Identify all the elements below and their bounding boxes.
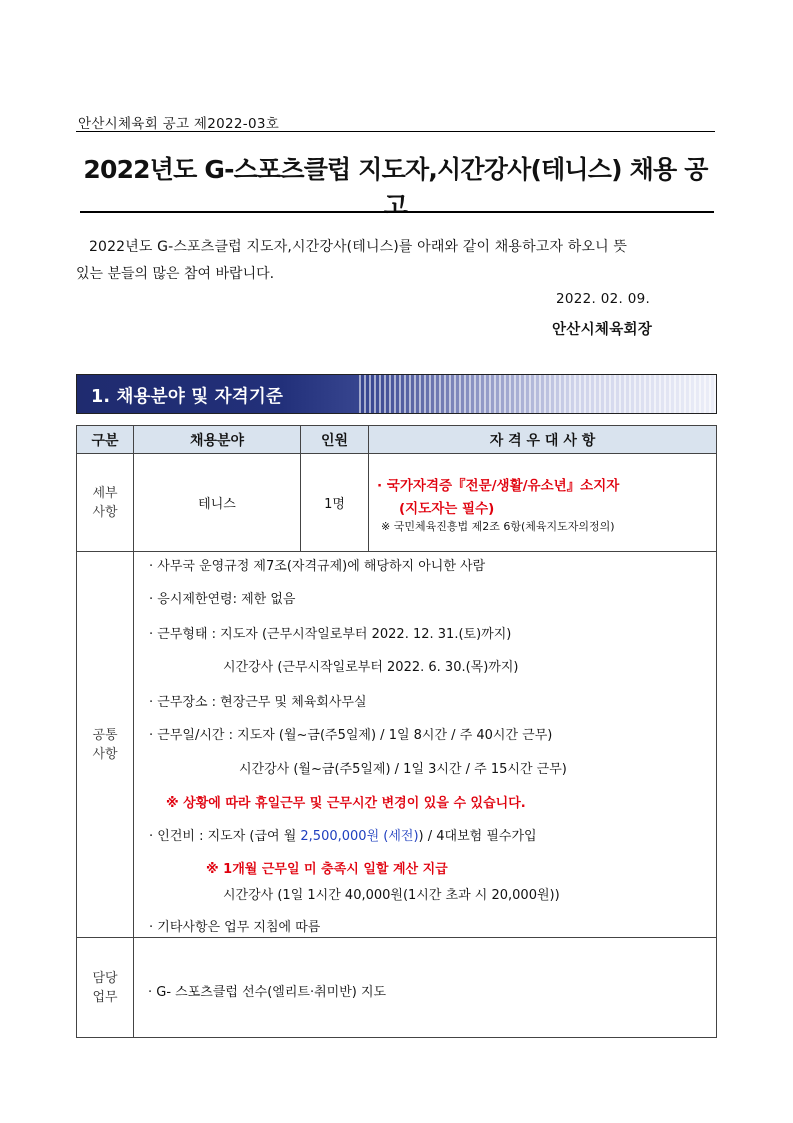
banner-stripes [356,375,716,413]
detail-label [77,454,134,552]
intro-line-1: 2022년도 G-스포츠클럽 지도자,시간강사(테니스)를 아래와 같이 채용하고자 하오니 뜻 [89,239,628,255]
common-line-7: 시간강사 (월~금(주5일제) / 1일 3시간 / 주 15시간 근무) [239,762,567,777]
common-label-line2: 사항 [92,746,118,762]
table-row-detail [77,454,717,552]
intro-line-2: 있는 분들의 많은 참여 바랍니다. [76,266,275,282]
qualification-line: · 국가자격증『전문/생활/유소년』소지자 [377,478,620,494]
duty-label-line2: 업무 [92,989,118,1005]
pay-amount: 2,500,000원 (세전) [300,829,419,844]
detail-label-line1: 세부 [92,485,118,501]
detail-label-line2: 사항 [92,504,118,520]
table-row-duty [77,938,717,1038]
pay-prefix: · 인건비 : 지도자 (급여 월 [149,829,301,844]
common-warning: ※ 상황에 따라 휴일근무 및 근무시간 변경이 있을 수 있습니다. [166,796,526,811]
duty-label-line1: 담당 [92,970,118,986]
header-category: 구분 [77,426,134,454]
common-line-2: · 응시제한연령: 제한 없음 [149,592,296,607]
notice-number: 안산시체육회 공고 제2022-03호 [78,116,280,132]
duty-cell [134,938,717,1038]
page-title: 2022년도 G-스포츠클럽 지도자,시간강사(테니스) 채용 공고 [83,155,708,220]
common-line-hourly: 시간강사 (1일 1시간 40,000원(1시간 초과 시 20,000원)) [223,888,560,903]
header-qualification: 자 격 우 대 사 항 [369,426,717,454]
field-cell: 테니스 [134,454,301,552]
section-title: 1. 채용분야 및 자격기준 [91,387,284,407]
signer: 안산시체육회장 [552,322,653,338]
pay-suffix: ) / 4대보험 필수가입 [418,829,537,844]
qualification-required: (지도자는 필수) [399,501,495,517]
qualification-note: ※ 국민체육진흥법 제2조 6항(체육지도자의정의) [381,520,615,533]
common-line-pay [149,825,537,844]
intro-paragraph [76,234,716,288]
count-cell: 1명 [301,454,369,552]
common-label [77,552,134,938]
common-label-line1: 공통 [92,727,118,743]
common-line-6: · 근무일/시간 : 지도자 (월~금(주5일제) / 1일 8시간 / 주 40시간 근무) [149,728,553,743]
header-count: 인원 [301,426,369,454]
announcement-date: 2022. 02. 09. [556,291,651,307]
duty-label [77,938,134,1038]
common-line-last: · 기타사항은 업무 지침에 따름 [149,920,321,935]
common-line-5: · 근무장소 : 현장근무 및 체육회사무실 [149,695,367,710]
common-line-3: · 근무형태 : 지도자 (근무시작일로부터 2022. 12. 31.(토)까지) [149,627,512,642]
common-line-1: · 사무국 운영규정 제7조(자격규제)에 해당하지 아니한 사람 [149,559,486,574]
qualification-cell [369,454,717,552]
section-banner [76,374,717,414]
header-rule [76,131,715,132]
duty-text: · G- 스포츠클럽 선수(엘리트·취미반) 지도 [148,985,387,1000]
common-pay-note: ※ 1개월 근무일 미 충족시 일할 계산 지급 [206,862,448,877]
common-line-4: 시간강사 (근무시작일로부터 2022. 6. 30.(목)까지) [223,660,519,675]
title-rule [80,211,714,213]
table-row-common [77,552,717,938]
recruitment-table [76,425,717,1038]
header-field: 채용분야 [134,426,301,454]
common-cell [134,552,717,938]
table-header-row [77,426,717,454]
